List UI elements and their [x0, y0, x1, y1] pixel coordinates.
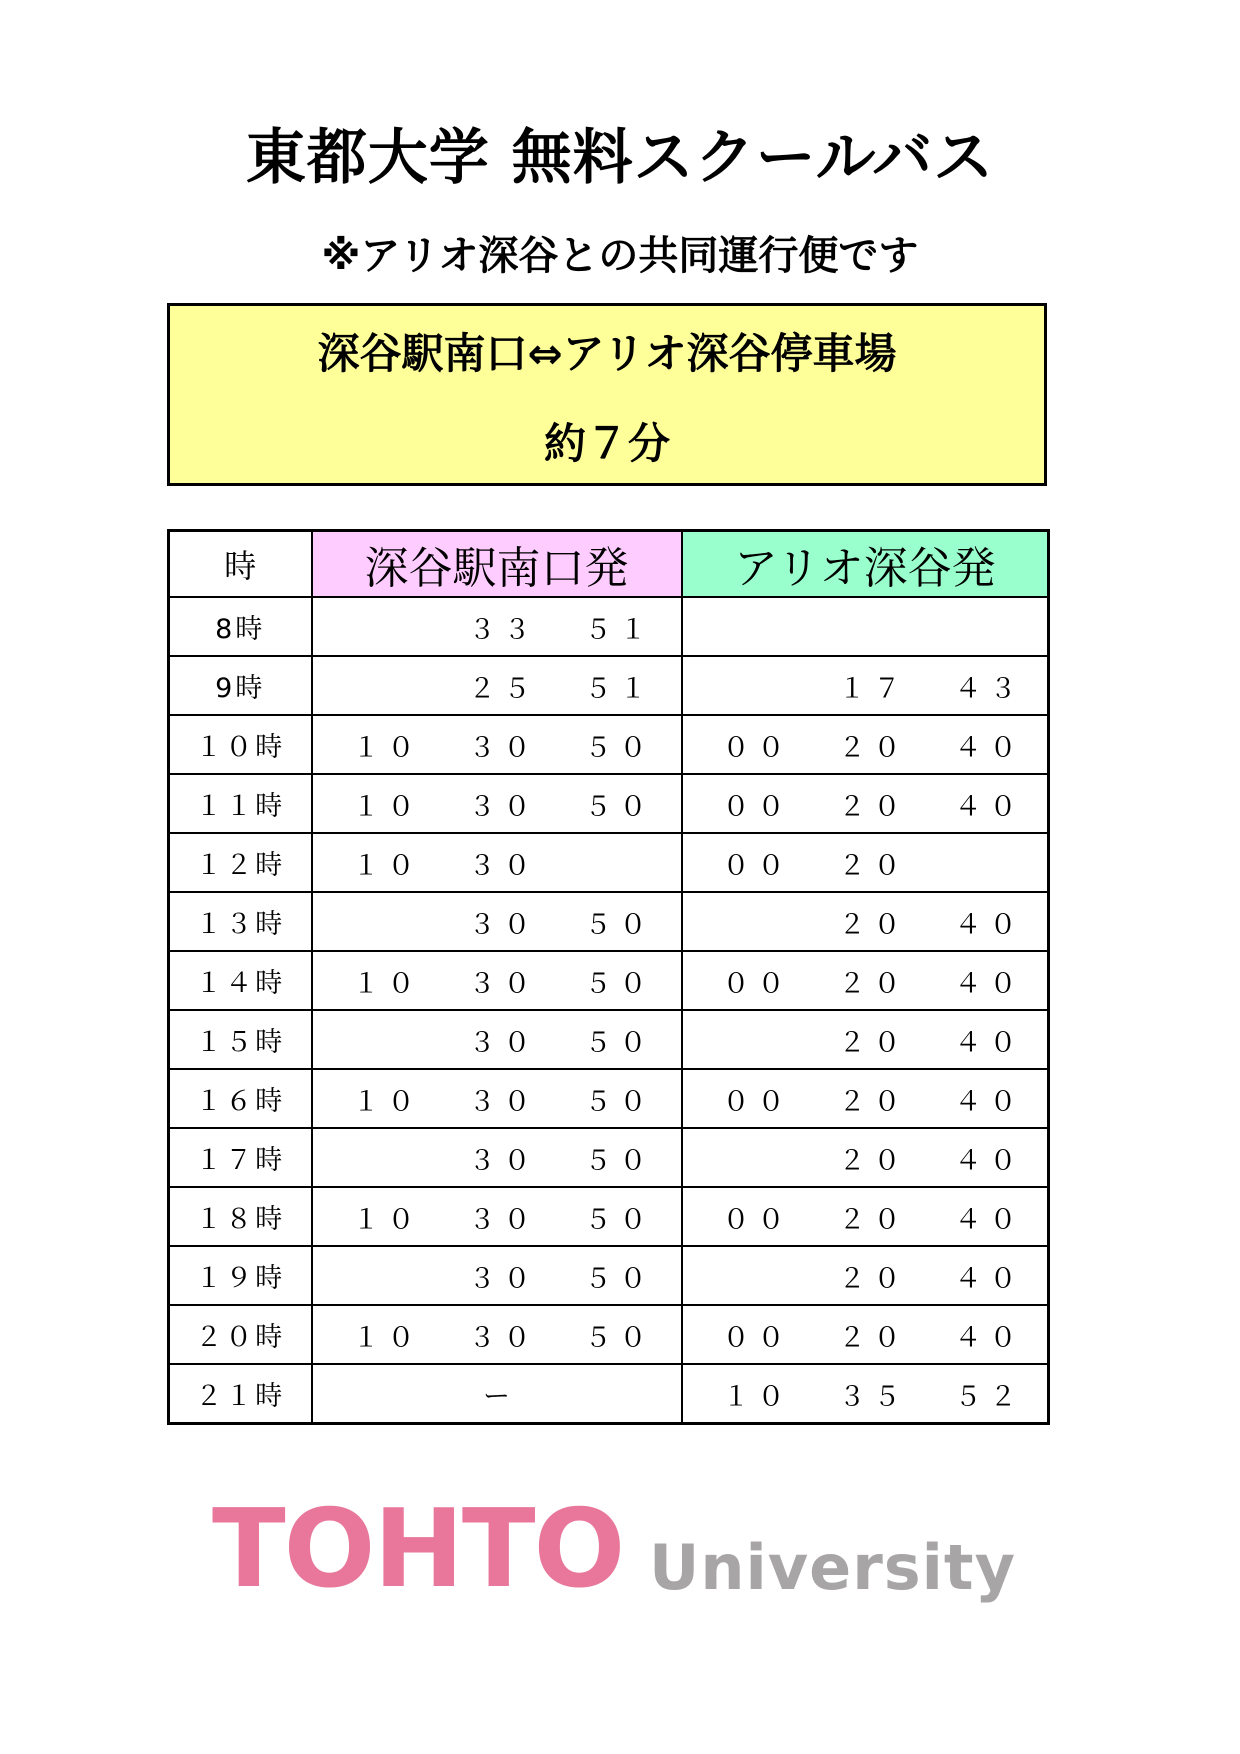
table-row	[169, 1187, 1049, 1246]
departure-time: ２０	[838, 850, 909, 881]
ario-departures-cell	[682, 1128, 1049, 1187]
ario-departures-cell	[682, 656, 1049, 715]
departure-time: ３０	[468, 1086, 539, 1117]
departure-time: ４３	[954, 673, 1025, 704]
departure-time: ４０	[954, 1322, 1025, 1353]
page-title: 東都大学 無料スクールバス	[245, 123, 995, 193]
departure-time: ２０	[838, 1027, 909, 1058]
header-from-station: 深谷駅南口発	[312, 531, 682, 598]
table-row	[169, 1246, 1049, 1305]
departure-time: ５０	[584, 909, 655, 940]
route-name: 深谷駅南口⇔アリオ深谷停車場	[317, 329, 897, 378]
hour-cell: １４時	[169, 951, 312, 1010]
station-departures-cell	[312, 892, 682, 951]
departure-time: ３０	[468, 1204, 539, 1235]
departure-time: １０	[352, 791, 423, 822]
departure-time: ４０	[954, 909, 1025, 940]
station-departures-cell	[312, 1069, 682, 1128]
departure-time: １０	[352, 850, 423, 881]
departure-time: ２０	[838, 1204, 909, 1235]
bus-timetable	[167, 529, 1050, 1425]
departure-time: ３３	[468, 614, 539, 645]
departure-time: ３０	[468, 1263, 539, 1294]
table-row	[169, 597, 1049, 656]
departure-time: ５０	[584, 968, 655, 999]
departure-time: ００	[722, 732, 793, 763]
departure-time: ５０	[584, 1204, 655, 1235]
station-departures-cell	[312, 1128, 682, 1187]
ario-departures-cell	[682, 833, 1049, 892]
departure-time: １０	[352, 1086, 423, 1117]
table-row	[169, 951, 1049, 1010]
hour-cell: １０時	[169, 715, 312, 774]
departure-time: ４０	[954, 1263, 1025, 1294]
departure-time: １０	[722, 1381, 793, 1412]
departure-time: ５０	[584, 791, 655, 822]
departure-time: ２０	[838, 1322, 909, 1353]
departure-time: ００	[722, 1086, 793, 1117]
table-row	[169, 1364, 1049, 1424]
departure-time: ４０	[954, 791, 1025, 822]
departure-time: １０	[352, 1204, 423, 1235]
station-departures-cell	[312, 1010, 682, 1069]
departure-time: ５２	[954, 1381, 1025, 1412]
departure-time: ２０	[838, 909, 909, 940]
departure-time: ２０	[838, 1086, 909, 1117]
departure-time: ４０	[954, 1204, 1025, 1235]
hour-cell: １７時	[169, 1128, 312, 1187]
departure-time: ２０	[838, 968, 909, 999]
departure-time: ５０	[584, 1263, 655, 1294]
departure-time: ２０	[838, 1263, 909, 1294]
ario-departures-cell	[682, 774, 1049, 833]
departure-time: ５０	[584, 1145, 655, 1176]
header-hour: 時	[169, 531, 312, 598]
station-departures-cell	[312, 656, 682, 715]
timetable-header-row	[169, 531, 1049, 598]
departure-time: １０	[352, 968, 423, 999]
station-departures-cell	[312, 597, 682, 656]
departure-time: ５０	[584, 1086, 655, 1117]
departure-time: ５０	[584, 1027, 655, 1058]
station-departures-cell	[312, 774, 682, 833]
table-row	[169, 1128, 1049, 1187]
departure-time: ００	[722, 1322, 793, 1353]
departure-time: ４０	[954, 1145, 1025, 1176]
hour-cell: １５時	[169, 1010, 312, 1069]
departure-time: ００	[722, 1204, 793, 1235]
station-departures-cell	[312, 715, 682, 774]
table-row	[169, 1305, 1049, 1364]
departure-time: ４０	[954, 732, 1025, 763]
station-departures-cell	[312, 1187, 682, 1246]
no-service-dash: ー	[483, 1381, 510, 1412]
hour-cell: １２時	[169, 833, 312, 892]
travel-duration: 約７分	[543, 419, 670, 468]
departure-time: ５１	[584, 614, 655, 645]
departure-time: ４０	[954, 1027, 1025, 1058]
departure-time: ５０	[584, 732, 655, 763]
departure-time: ２０	[838, 732, 909, 763]
joint-operation-note: ※アリオ深谷との共同運行便です	[321, 233, 919, 279]
departure-time: １０	[352, 1322, 423, 1353]
departure-time: ２５	[468, 673, 539, 704]
hour-cell: 9時	[169, 656, 312, 715]
route-info-box	[167, 303, 1047, 486]
departure-time: ００	[722, 850, 793, 881]
ario-departures-cell	[682, 892, 1049, 951]
hour-cell: 8時	[169, 597, 312, 656]
departure-time: ３０	[468, 1145, 539, 1176]
ario-departures-cell	[682, 1187, 1049, 1246]
departure-time: ３０	[468, 1027, 539, 1058]
departure-time: ３０	[468, 1322, 539, 1353]
ario-departures-cell	[682, 1305, 1049, 1364]
departure-time: ３０	[468, 968, 539, 999]
ario-departures-cell	[682, 1246, 1049, 1305]
hour-cell: ２１時	[169, 1364, 312, 1424]
departure-time: ４０	[954, 968, 1025, 999]
departure-time: ３０	[468, 791, 539, 822]
table-row	[169, 656, 1049, 715]
departure-time: ３０	[468, 732, 539, 763]
departure-time: ３０	[468, 850, 539, 881]
ario-departures-cell	[682, 1069, 1049, 1128]
station-departures-cell	[312, 1246, 682, 1305]
ario-departures-cell	[682, 951, 1049, 1010]
departure-time: ３５	[838, 1381, 909, 1412]
tohto-university-logo	[212, 1487, 1016, 1612]
departure-time: ２０	[838, 791, 909, 822]
table-row	[169, 774, 1049, 833]
station-departures-cell	[312, 1305, 682, 1364]
hour-cell: １８時	[169, 1187, 312, 1246]
ario-departures-cell	[682, 715, 1049, 774]
hour-cell: ２０時	[169, 1305, 312, 1364]
station-departures-cell	[312, 1364, 682, 1424]
departure-time: １７	[838, 673, 909, 704]
departure-time: ５１	[584, 673, 655, 704]
table-row	[169, 715, 1049, 774]
ario-departures-cell	[682, 1010, 1049, 1069]
departure-time: ５０	[584, 1322, 655, 1353]
hour-cell: １６時	[169, 1069, 312, 1128]
table-row	[169, 833, 1049, 892]
ario-departures-cell	[682, 1364, 1049, 1424]
departure-time: ４０	[954, 1086, 1025, 1117]
departure-time: ００	[722, 968, 793, 999]
hour-cell: １３時	[169, 892, 312, 951]
hour-cell: １９時	[169, 1246, 312, 1305]
hour-cell: １１時	[169, 774, 312, 833]
table-row	[169, 892, 1049, 951]
table-row	[169, 1010, 1049, 1069]
station-departures-cell	[312, 951, 682, 1010]
logo-wordmark-main: TOHTO	[212, 1487, 624, 1612]
departure-time: ３０	[468, 909, 539, 940]
departure-time: １０	[352, 732, 423, 763]
logo-wordmark-sub: University	[649, 1531, 1016, 1604]
ario-departures-cell	[682, 597, 1049, 656]
header-from-ario: アリオ深谷発	[682, 531, 1049, 598]
departure-time: ００	[722, 791, 793, 822]
station-departures-cell	[312, 833, 682, 892]
departure-time: ２０	[838, 1145, 909, 1176]
table-row	[169, 1069, 1049, 1128]
